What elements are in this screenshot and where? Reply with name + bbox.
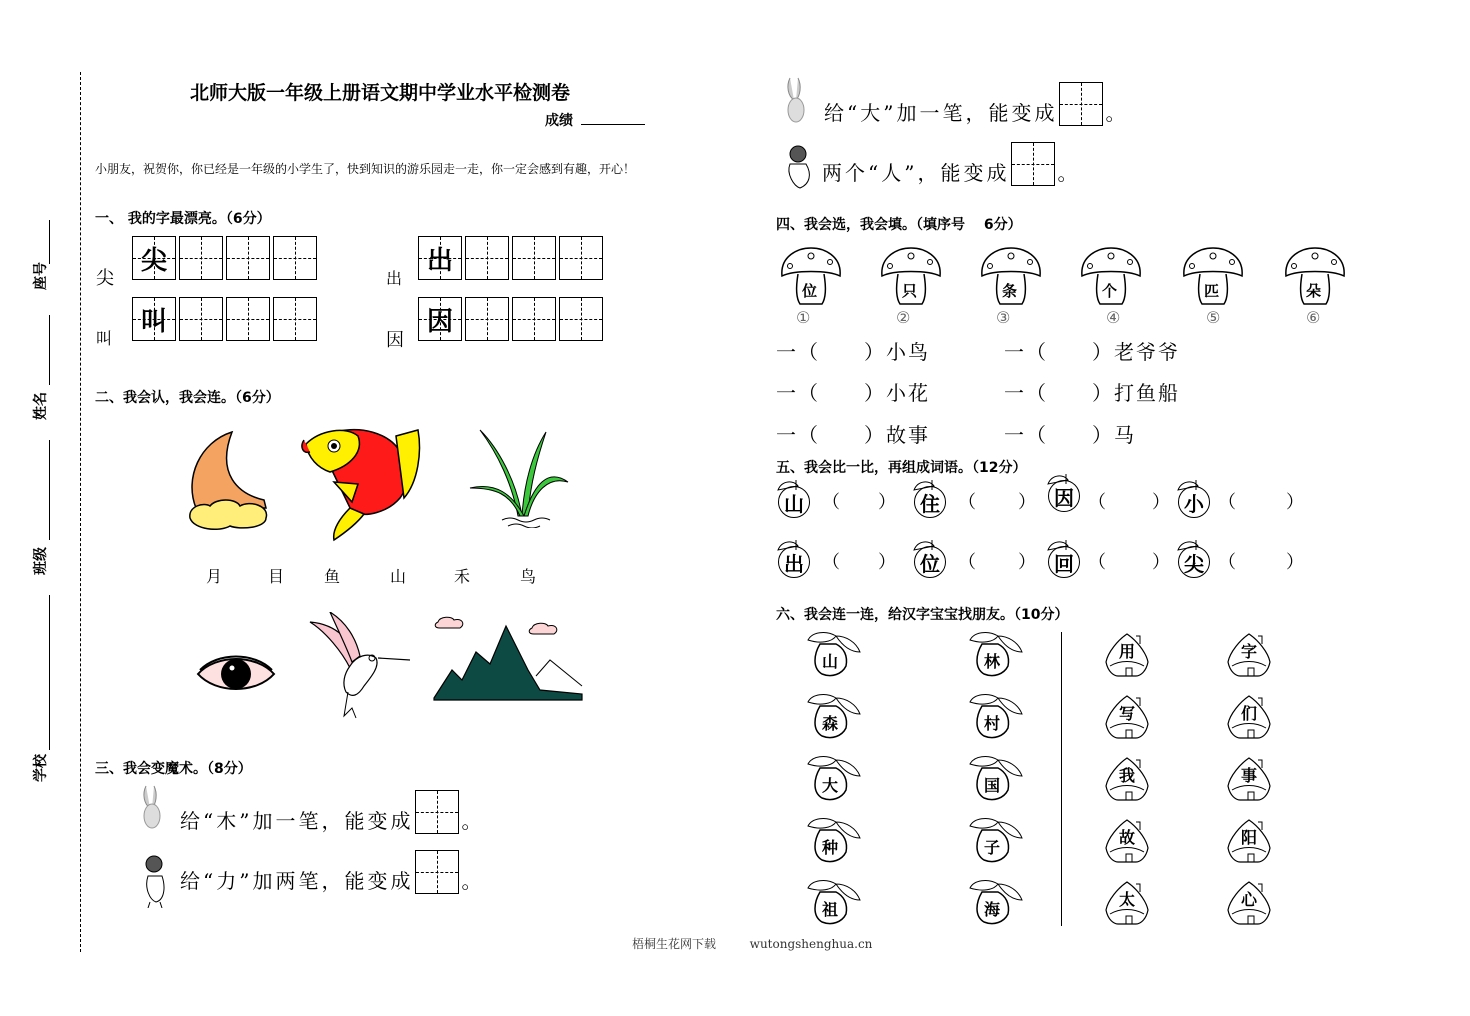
rabbit-mascot-icon (784, 76, 810, 128)
magic-item-1: 给“木”加一笔，能变成 。 (180, 790, 484, 834)
apple-char: 回 (1046, 538, 1082, 578)
class-field[interactable] (49, 440, 50, 540)
pear-char[interactable]: 村 (968, 692, 1026, 740)
school-field[interactable] (49, 595, 50, 750)
footer-site-name: 梧桐生花网下载 (632, 937, 717, 951)
writing-cell[interactable] (512, 297, 556, 341)
pear-char[interactable]: 种 (806, 816, 864, 864)
magic-item-3: 给“大”加一笔，能变成 。 (824, 82, 1128, 126)
writing-cell[interactable] (179, 236, 223, 280)
cat-mascot-icon (784, 144, 816, 190)
writing-cell[interactable] (512, 236, 556, 280)
option-number: ② (896, 308, 911, 327)
rabbit-mascot-icon (140, 784, 166, 836)
apple-char: 出 (776, 538, 812, 578)
writing-grid (132, 236, 317, 280)
model-cell: 叫 (132, 297, 176, 341)
binding-fold-line (80, 72, 81, 952)
intro-text: 小朋友，祝贺你，你已经是一年级的小学生了，快到知识的游乐园走一走，你一定会感到有趣，开心！ (95, 162, 636, 176)
column-divider (1061, 632, 1062, 926)
rice-plant-picture[interactable] (468, 424, 576, 528)
apple-char: 位 (912, 538, 948, 578)
school-label: 学校 (33, 754, 49, 782)
writing-cell[interactable] (465, 297, 509, 341)
section-4-title: 四、我会选，我会填。（填序号 6分） (776, 217, 1022, 233)
writing-cell[interactable] (465, 236, 509, 280)
seat-number-field[interactable] (49, 220, 50, 264)
house-char[interactable]: 故 (1104, 818, 1150, 864)
word-answer-field[interactable] (836, 552, 876, 576)
word-answer-field[interactable] (972, 492, 1016, 516)
character-fish[interactable]: 鱼 (324, 567, 341, 586)
mushroom-option[interactable]: 朵 (1282, 246, 1348, 306)
footer (632, 935, 872, 952)
class-label: 班级 (33, 547, 49, 575)
option-number: ⑤ (1206, 308, 1221, 327)
fill-blank-row[interactable]: 一（ ）马 (1004, 423, 1136, 447)
pear-char[interactable]: 海 (968, 878, 1026, 926)
apple-char: 住 (912, 478, 948, 518)
section-2-title: 二、我会认，我会连。（6分） (95, 390, 280, 406)
eye-picture[interactable] (196, 652, 276, 696)
mushroom-option[interactable]: 只 (878, 246, 944, 306)
word-answer-field[interactable] (1232, 552, 1284, 576)
house-char[interactable]: 我 (1104, 756, 1150, 802)
model-cell: 出 (418, 236, 462, 280)
page-title: 北师大版一年级上册语文期中学业水平检测卷 (190, 82, 571, 104)
section-1-title: 一、 我的字最漂亮。（6分） (95, 211, 271, 227)
model-cell: 尖 (132, 236, 176, 280)
house-char[interactable]: 写 (1104, 694, 1150, 740)
char-label: 出 (386, 269, 403, 288)
mushroom-option[interactable]: 位 (778, 246, 844, 306)
cat-mascot-icon (142, 852, 170, 908)
fill-blank-row[interactable]: 一（ ）小花 (776, 381, 930, 405)
word-answer-field[interactable] (1102, 552, 1150, 576)
mountain-picture[interactable] (432, 614, 586, 706)
apple-char: 尖 (1176, 538, 1212, 578)
writing-grid (418, 297, 603, 341)
writing-cell[interactable] (273, 236, 317, 280)
fill-blank-row[interactable]: 一（ ）打鱼船 (1004, 381, 1180, 405)
character-eye[interactable]: 目 (268, 567, 285, 586)
word-answer-field[interactable] (1232, 492, 1284, 516)
house-char[interactable]: 阳 (1226, 818, 1272, 864)
footer-url[interactable]: wutongshenghua.cn (749, 937, 873, 951)
magic-item-2: 给“力”加两笔，能变成 。 (180, 850, 484, 894)
house-char[interactable]: 用 (1104, 632, 1150, 678)
apple-char: 因 (1046, 472, 1082, 512)
option-number: ① (796, 308, 811, 327)
mushroom-options (778, 246, 1378, 336)
writing-cell[interactable] (226, 236, 270, 280)
fill-blank-row[interactable]: 一（ ）小鸟 (776, 340, 930, 364)
moon-picture[interactable] (180, 428, 272, 530)
char-label: 尖 (96, 268, 114, 289)
char-label: 因 (386, 330, 404, 351)
pear-char[interactable]: 森 (806, 692, 864, 740)
character-bird[interactable]: 鸟 (520, 567, 537, 586)
word-answer-field[interactable] (1102, 492, 1150, 516)
option-number: ④ (1106, 308, 1121, 327)
character-mountain[interactable]: 山 (390, 567, 407, 586)
word-answer-field[interactable] (972, 552, 1016, 576)
fill-blank-row[interactable]: 一（ ）老爷爷 (1004, 340, 1180, 364)
writing-cell[interactable] (226, 297, 270, 341)
fish-picture[interactable] (300, 422, 424, 542)
option-number: ③ (996, 308, 1011, 327)
model-cell: 因 (418, 297, 462, 341)
writing-cell[interactable] (559, 236, 603, 280)
pear-char[interactable]: 国 (968, 754, 1026, 802)
writing-grid (132, 297, 317, 341)
apple-char: 小 (1176, 478, 1212, 518)
char-label: 叫 (96, 329, 113, 348)
seat-number-label: 座号 (33, 262, 49, 290)
score-label: 成绩 (545, 113, 573, 129)
answer-cell[interactable] (415, 790, 459, 834)
bird-picture[interactable] (306, 612, 412, 720)
apple-char: 山 (776, 478, 812, 518)
pear-char[interactable]: 山 (806, 630, 864, 678)
house-char[interactable]: 事 (1226, 756, 1272, 802)
mushroom-option[interactable]: 条 (978, 246, 1044, 306)
section-5-title: 五、我会比一比，再组成词语。（12分） (776, 460, 1027, 476)
writing-cell[interactable] (273, 297, 317, 341)
character-grain[interactable]: 禾 (454, 567, 471, 586)
mushroom-option[interactable]: 匹 (1180, 246, 1246, 306)
score-area (545, 110, 645, 130)
pear-char[interactable]: 林 (968, 630, 1026, 678)
writing-cell[interactable] (559, 297, 603, 341)
character-moon[interactable]: 月 (206, 567, 223, 586)
writing-grid (418, 236, 603, 280)
house-char[interactable]: 们 (1226, 694, 1272, 740)
house-char[interactable]: 心 (1226, 880, 1272, 926)
pear-char[interactable]: 大 (806, 754, 864, 802)
name-label: 姓名 (33, 392, 49, 420)
section-3-title: 三、我会变魔术。（8分） (95, 761, 252, 777)
pear-char[interactable]: 子 (968, 816, 1026, 864)
name-field[interactable] (49, 315, 50, 385)
magic-item-4: 两个“人”，能变成 。 (822, 142, 1080, 186)
fill-blank-row[interactable]: 一（ ）故事 (776, 423, 930, 447)
score-field[interactable] (581, 124, 645, 125)
writing-cell[interactable] (179, 297, 223, 341)
pear-char[interactable]: 祖 (806, 878, 864, 926)
answer-cell[interactable] (1059, 82, 1103, 126)
word-answer-field[interactable] (836, 492, 876, 516)
answer-cell[interactable] (1011, 142, 1055, 186)
answer-cell[interactable] (415, 850, 459, 894)
house-char[interactable]: 太 (1104, 880, 1150, 926)
option-number: ⑥ (1306, 308, 1321, 327)
section-6-title: 六、我会连一连，给汉字宝宝找朋友。（10分） (776, 607, 1069, 623)
mushroom-option[interactable]: 个 (1078, 246, 1144, 306)
house-char[interactable]: 字 (1226, 632, 1272, 678)
